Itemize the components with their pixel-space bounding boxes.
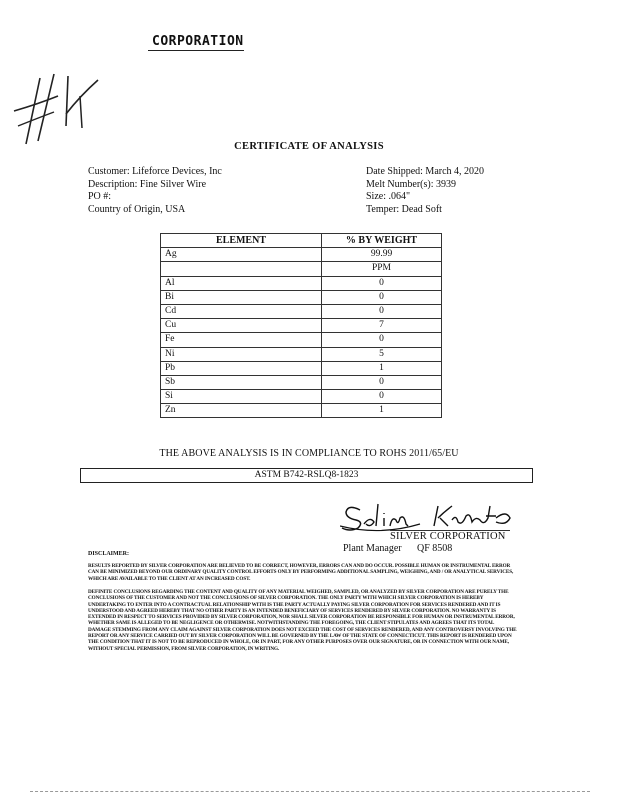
disclaimer-paragraph-2: DEFINITE CONCLUSIONS REGARDING THE CONTENT AND QUALITY OF ANY MATERIAL WEIGHED, SAMPLED, OR ANALYZED BY SILVER CORPORATION ARE PURELY THE CONCLUSIONS OF THE CUSTOMER AND NOT THE CONCLUSIONS OF SILVER CORPORATION. THE ONLY PARTY WITH WHICH SILVER CORPORATION IS HEREBY UNDERTAKING TO ENTER INTO A CONTRACTUAL RELATIONSHIP WITH IS THE PARTY ACTUALLY PAYING SILVER CORPORATION FOR SERVICES RENDERED AND IT IS UNDERSTOOD AND AGREED HEREBY THAT NO OTHER PARTY IS AN INTENDED BENEFICIARY OF SERVICES RENDERED BY SILVER CORPORATION. NO WARRANTY IS EXTENDED IN RESPECT TO SERVICES PROVIDED BY SILVER CORPORATION, NOR SHALL SILVER CORPORATION BE RESPONSIBLE FOR HUMAN OR INSTRUMENTAL ERROR, WHETHER SAME IS ALLEGED TO BE NEGLIGENCE OR OTHERWISE. NOTWITHSTANDING THE FOREGOING, THE CLIENT STIPULATES AND AGREES THAT ITS TOTAL DAMAGE STEMMING FROM ANY CLAIM AGAINST SILVER CORPORATION DOES NOT EXCEED THE COST OF SERVICES RENDERED, AND ANY CONTROVERSY INVOLVING THE REPORT OR ANY SERVICE CARRIED OUT BY SILVER CORPORATION WILL BE GOVERNED BY THE LAW OF THE STATE OF CONNECTICUT. THIS REPORT IS RENDERED UPON THE CONDITION THAT IT IS NOT TO BE REPRODUCED IN WHOLE, OR IN PART, FOR ANY OTHER PURPOSES OVER OUR SIGNATURE, OR IN CONNECTION WITH OUR NAME, WITHOUT SPECIAL PERMISSION, FROM SILVER CORPORATION, IN WRITING. xyxy=(88,589,517,652)
element-cell: Pb xyxy=(161,361,322,375)
value-cell: 0 xyxy=(322,276,442,290)
value-cell: 0 xyxy=(322,333,442,347)
ppm-unit-cell: PPM xyxy=(322,262,442,276)
disclaimer-label: DISCLAIMER: xyxy=(88,551,130,557)
size-line: Size: .064" xyxy=(366,191,411,202)
element-cell: Bi xyxy=(161,290,322,304)
element-cell: Ag xyxy=(161,248,322,262)
logo-underline xyxy=(148,50,244,51)
element-cell: Si xyxy=(161,390,322,404)
table-row-primary xyxy=(161,248,442,262)
customer-info-block xyxy=(88,166,222,216)
value-cell: 1 xyxy=(322,361,442,375)
value-cell: 0 xyxy=(322,290,442,304)
date-shipped-line: Date Shipped: March 4, 2020 xyxy=(366,166,485,177)
element-cell: Zn xyxy=(161,404,322,418)
table-row xyxy=(161,276,442,290)
value-cell: 0 xyxy=(322,304,442,318)
element-cell: Ni xyxy=(161,347,322,361)
element-column-header: ELEMENT xyxy=(161,234,322,248)
signer-company: SILVER CORPORATION xyxy=(390,531,506,542)
table-row xyxy=(161,304,442,318)
table-row xyxy=(161,375,442,389)
value-cell: 0 xyxy=(322,390,442,404)
table-row xyxy=(161,333,442,347)
table-row xyxy=(161,390,442,404)
country-of-origin-line: Country of Origin, USA xyxy=(88,203,186,215)
element-cell: Cd xyxy=(161,304,322,318)
document-title: CERTIFICATE OF ANALYSIS xyxy=(234,141,384,152)
astm-spec-box: ASTM B742-RSLQ8-1823 xyxy=(80,468,533,483)
description-line: Description: Fine Silver Wire xyxy=(88,178,207,190)
company-logo-text: CORPORATION xyxy=(152,34,244,49)
value-cell: 1 xyxy=(322,404,442,418)
element-cell: Cu xyxy=(161,319,322,333)
element-cell-empty xyxy=(161,262,322,276)
table-row xyxy=(161,319,442,333)
value-cell: 0 xyxy=(322,375,442,389)
table-row xyxy=(161,290,442,304)
handwritten-number-mark xyxy=(8,66,108,146)
po-line: PO #: xyxy=(88,191,112,202)
value-cell: 5 xyxy=(322,347,442,361)
form-number: QF 8508 xyxy=(417,543,453,554)
disclaimer-paragraph-1: RESULTS REPORTED BY SILVER CORPORATION ARE BELIEVED TO BE CORRECT, HOWEVER, ERRORS CAN AND DO OCCUR. POSSIBLE HUMAN OR INSTRUMENTAL ERROR CAN BE MINIMIZED BEYOND OUR ORDINARY QUALITY CONTROL EFFORTS ONLY BY PERFORMING ADDITIONAL SAMPLING, WEIGHING, AND / OR ANALYTICAL SERVICES, WHICH ARE AVAILABLE TO THE CLIENT AT AN INCREASED COST. xyxy=(88,563,514,582)
table-row-unit xyxy=(161,262,442,276)
table-row xyxy=(161,404,442,418)
element-cell: Al xyxy=(161,276,322,290)
table-row xyxy=(161,347,442,361)
weight-column-header: % BY WEIGHT xyxy=(322,234,442,248)
shipment-info-block xyxy=(366,166,484,216)
value-cell: 7 xyxy=(322,319,442,333)
page-bottom-divider xyxy=(30,791,590,792)
compliance-statement: THE ABOVE ANALYSIS IS IN COMPLIANCE TO ROHS 2011/65/EU xyxy=(159,448,459,459)
signer-title: Plant Manager xyxy=(343,543,402,554)
value-cell: 99.99 xyxy=(322,248,442,262)
element-analysis-table xyxy=(160,233,442,418)
melt-number-line: Melt Number(s): 3939 xyxy=(366,178,456,190)
table-header-row xyxy=(161,234,442,248)
customer-line: Customer: Lifeforce Devices, Inc xyxy=(88,166,222,177)
table-row xyxy=(161,361,442,375)
temper-line: Temper: Dead Soft xyxy=(366,203,442,215)
element-cell: Fe xyxy=(161,333,322,347)
element-cell: Sb xyxy=(161,375,322,389)
